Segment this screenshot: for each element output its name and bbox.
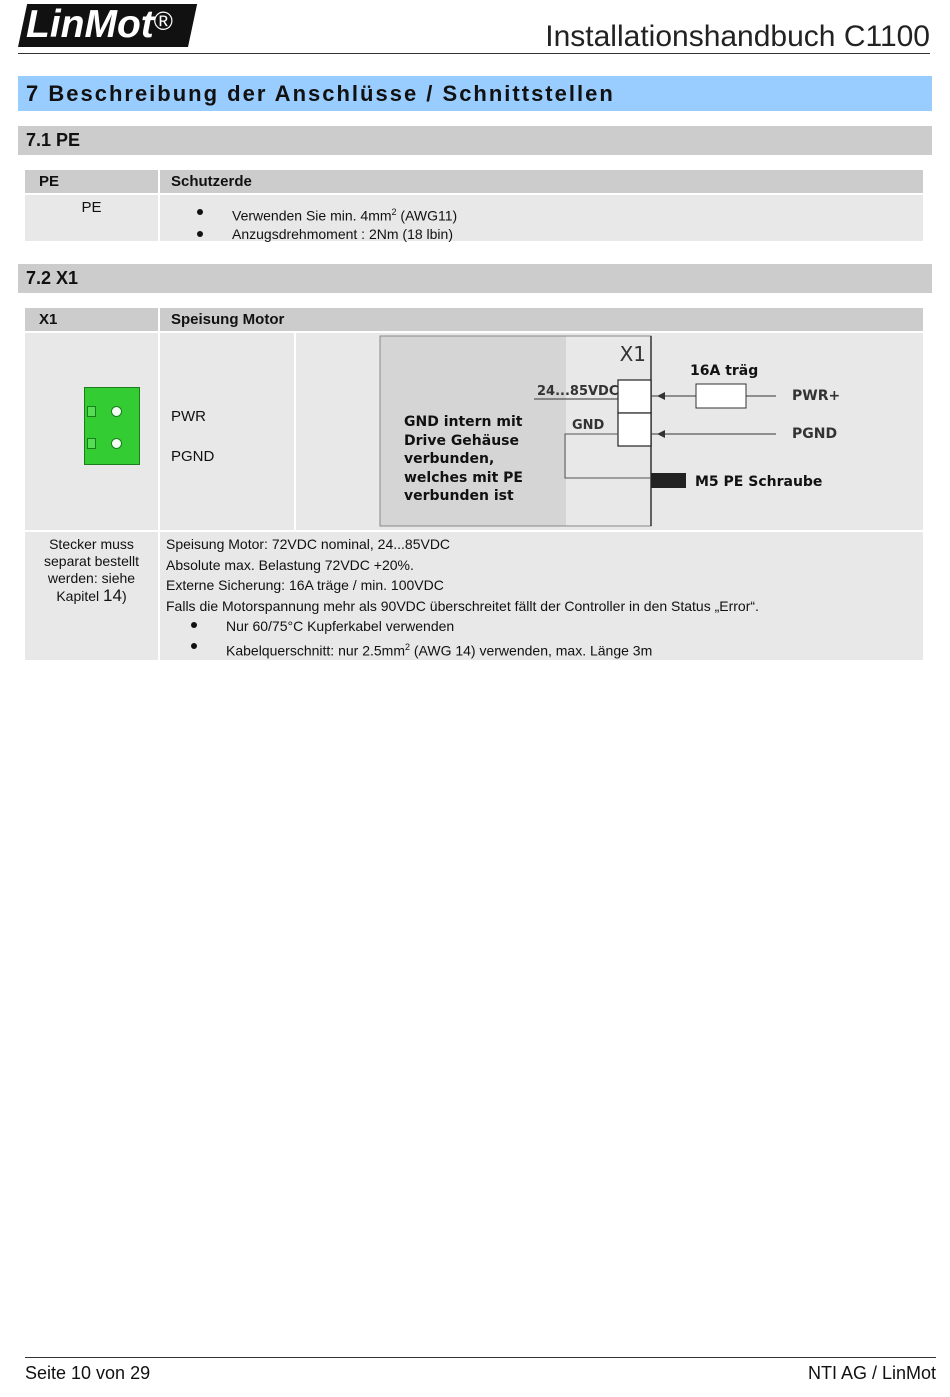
desc-line: Speisung Motor: 72VDC nominal, 24...85VDC	[166, 536, 451, 552]
terminal-gnd	[618, 413, 651, 446]
x1-wiring-diagram-cell	[296, 333, 923, 530]
pe-label: PE	[25, 195, 158, 241]
logo: LinMot®	[26, 3, 173, 46]
x1-order-note: Stecker muss separat bestellt werden: siehe Kapitel 14)	[25, 532, 158, 660]
pin-label-pwr: PWR	[171, 408, 206, 425]
pe-screw-symbol	[651, 473, 686, 488]
pe-table-header-col2: Schutzerde	[160, 170, 923, 193]
chapter-heading: 7 Beschreibung der Anschlüsse / Schnittstellen	[18, 76, 932, 111]
pgnd-label: PGND	[792, 426, 838, 442]
gnd-label: GND	[572, 418, 605, 433]
page-number: Seite 10 von 29	[25, 1363, 151, 1383]
x1-table-header-col1: X1	[25, 308, 158, 331]
x1-pin-labels	[160, 333, 294, 530]
document-title: Installationshandbuch C1100	[545, 20, 930, 53]
desc-line: Falls die Motorspannung mehr als 90VDC überschreitet fällt der Controller in den Status „Error“.	[166, 597, 759, 614]
pe-screw-label: M5 PE Schraube	[695, 474, 823, 490]
pin-label-pgnd: PGND	[171, 448, 215, 465]
desc-line: Externe Sicherung: 16A träge / min. 100VDC	[166, 577, 444, 593]
pe-table-header-col1: PE	[25, 170, 158, 193]
terminal-connector-icon	[84, 387, 140, 465]
terminal-pwr	[618, 380, 651, 413]
desc-line: Absolute max. Belastung 72VDC +20%.	[166, 556, 414, 573]
x1-description	[160, 532, 923, 660]
list-item: Nur 60/75°C Kupferkabel verwenden	[186, 616, 923, 637]
diagram-note: GND intern mit Drive Gehäuse verbunden, welches mit PE verbunden ist	[404, 414, 523, 504]
list-item: Kabelquerschnitt: nur $2.5mm^2$ (AWG 14) verwenden, max. Länge 3m	[186, 637, 923, 662]
x1-table	[25, 308, 923, 660]
x1-table-header-col2: Speisung Motor	[160, 308, 923, 331]
voltage-label: 24...85VDC	[537, 384, 619, 399]
header-divider	[18, 53, 930, 54]
pe-description	[160, 195, 923, 241]
footer-company: NTI AG / LinMot	[807, 1363, 936, 1383]
diagram-box-label: X1	[619, 342, 646, 366]
fuse-label: 16A träg	[690, 363, 759, 379]
pwr-plus-label: PWR+	[792, 388, 841, 404]
section-heading-x1: 7.2 X1	[18, 264, 932, 293]
list-item: Verwenden Sie min. $4mm^2$ (AWG11)	[192, 203, 923, 225]
x1-connector-cell	[25, 333, 158, 530]
section-heading-pe: 7.1 PE	[18, 126, 932, 155]
pe-table	[25, 170, 923, 241]
wiring-diagram	[296, 333, 923, 530]
list-item: Anzugsdrehmoment : 2Nm (18 lbin)	[192, 225, 923, 243]
footer-divider	[25, 1357, 936, 1358]
fuse-symbol	[696, 384, 746, 408]
